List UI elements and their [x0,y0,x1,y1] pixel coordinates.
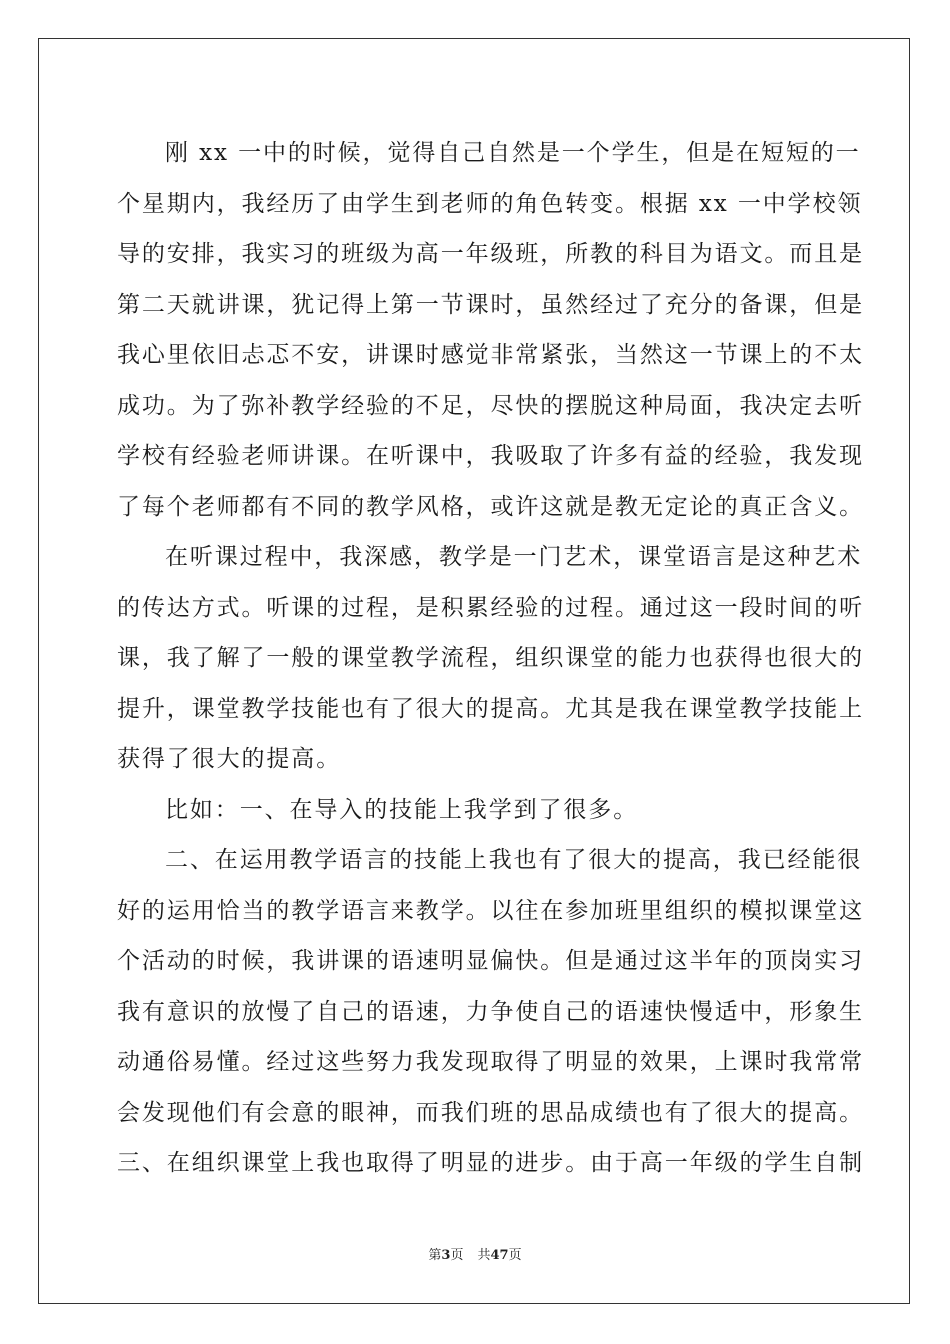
footer-total-suffix: 页 [508,1248,522,1263]
text-line: 课，我了解了一般的课堂教学流程，组织课堂的能力也获得也很大的 [117,645,864,671]
text-line: 比如：一、在导入的技能上我学到了很多。 [165,796,639,823]
text-line: 学校有经验老师讲课。在听课中，我吸取了许多有益的经验，我发现 [117,443,864,469]
text-line: 会发现他们有会意的眼神，而我们班的思品成绩也有了很大的提高。 [117,1099,864,1126]
text-line: 导的安排，我实习的班级为高一年级班，所教的科目为语文。而且是 [117,241,864,267]
text-line: 在听课过程中，我深感，教学是一门艺术，课堂语言是这种艺术 [165,544,863,570]
text-line: 个星期内，我经历了由学生到老师的角色转变。根据 xx 一中学校领 [117,190,863,217]
text-line: 第二天就讲课，犹记得上第一节课时，虽然经过了充分的备课，但是 [117,291,864,318]
document-body [117,128,864,1189]
footer-page-number: 3 [441,1248,451,1263]
text-line: 个活动的时候，我讲课的语速明显偏快。但是通过这半年的顶岗实习 [117,948,864,974]
text-line: 三、在组织课堂上我也取得了明显的进步。由于高一年级的学生自制 [117,1150,864,1176]
text-line: 了每个老师都有不同的教学风格，或许这就是教无定论的真正含义。 [117,493,864,520]
text-line: 我有意识的放慢了自己的语速，力争使自己的语速快慢适中，形象生 [117,998,864,1025]
footer-total-number: 47 [490,1248,509,1263]
text-line: 我心里依旧忐忑不安，讲课时感觉非常紧张，当然这一节课上的不太 [117,342,864,368]
text-line: 刚 xx 一中的时候，觉得自己自然是一个学生，但是在短短的一 [165,140,861,166]
text-line: 提升，课堂教学技能也有了很大的提高。尤其是我在课堂教学技能上 [117,695,864,722]
text-line: 获得了很大的提高。 [117,746,342,772]
footer-page-suffix: 页 [450,1248,464,1263]
footer-total-prefix: 共 [477,1248,491,1263]
text-line: 好的运用恰当的教学语言来教学。以往在参加班里组织的模拟课堂这 [117,897,864,924]
footer-page-prefix: 第 [428,1248,442,1263]
text-line: 的传达方式。听课的过程，是积累经验的过程。通过这一段时间的听 [117,594,864,621]
text-line: 成功。为了弥补教学经验的不足，尽快的摆脱这种局面，我决定去听 [117,392,864,419]
text-line: 动通俗易懂。经过这些努力我发现取得了明显的效果，上课时我常常 [117,1049,864,1075]
page-footer [0,1244,950,1263]
text-line: 二、在运用教学语言的技能上我也有了很大的提高，我已经能很 [165,847,863,873]
